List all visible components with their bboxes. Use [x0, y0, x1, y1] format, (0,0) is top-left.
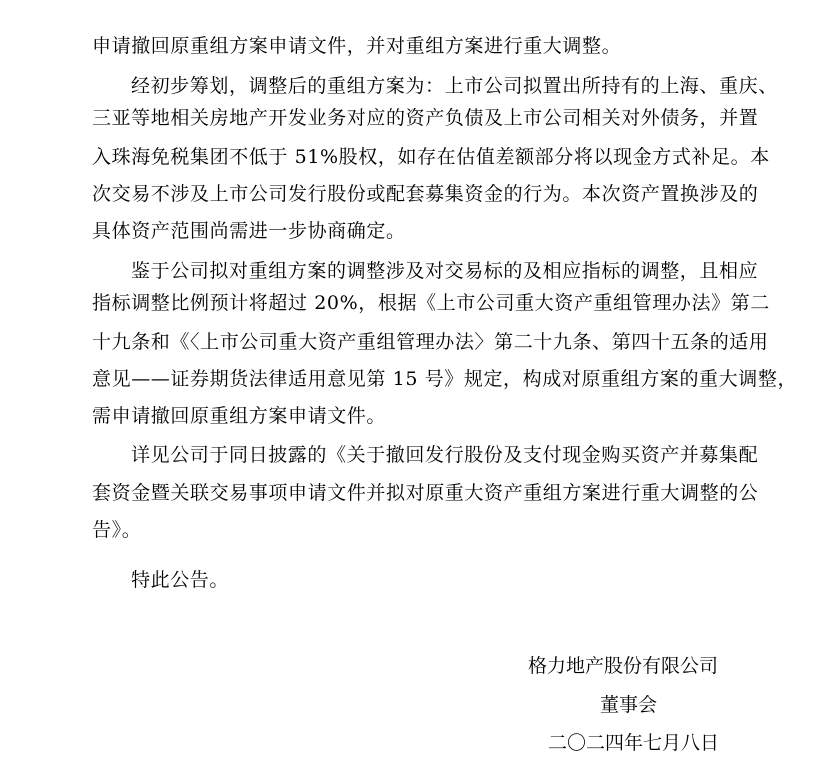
company-name: 格力地产股份有限公司	[528, 655, 719, 677]
paragraph-line: 鉴于公司拟对重组方案的调整涉及对交易标的及相应指标的调整，且相应	[131, 260, 759, 282]
paragraph-line: 意见——证券期货法律适用意见第 15 号》规定，构成对原重组方案的重大调整，	[92, 368, 798, 390]
board-signature: 董事会	[600, 694, 658, 716]
paragraph-line: 套资金暨关联交易事项申请文件并拟对原重大资产重组方案进行重大调整的公	[92, 482, 759, 504]
paragraph-line: 申请撤回原重组方案申请文件，并对重组方案进行重大调整。	[92, 35, 622, 57]
paragraph-line: 十九条和《〈上市公司重大资产重组管理办法〉第二十九条、第四十五条的适用	[92, 331, 769, 353]
paragraph-line: 三亚等地相关房地产开发业务对应的资产负债及上市公司相关对外债务，并置	[92, 107, 759, 129]
paragraph-line: 详见公司于同日披露的《关于撤回发行股份及支付现金购买资产并募集配	[131, 444, 759, 466]
paragraph-line: 次交易不涉及上市公司发行股份或配套募集资金的行为。本次资产置换涉及的	[92, 183, 759, 205]
paragraph-line: 告》。	[92, 519, 142, 541]
signature-date: 二〇二四年七月八日	[548, 732, 720, 754]
paragraph-line: 需申请撤回原重组方案申请文件。	[92, 405, 387, 427]
paragraph-line: 经初步筹划，调整后的重组方案为：上市公司拟置出所持有的上海、重庆、	[131, 75, 778, 97]
paragraph-line: 具体资产范围尚需进一步协商确定。	[92, 220, 406, 242]
paragraph-line: 入珠海免税集团不低于 51%股权，如存在估值差额部分将以现金方式补足。本	[92, 146, 770, 168]
closing-line: 特此公告。	[131, 569, 230, 591]
paragraph-line: 指标调整比例预计将超过 20%，根据《上市公司重大资产重组管理办法》第二	[92, 292, 770, 314]
